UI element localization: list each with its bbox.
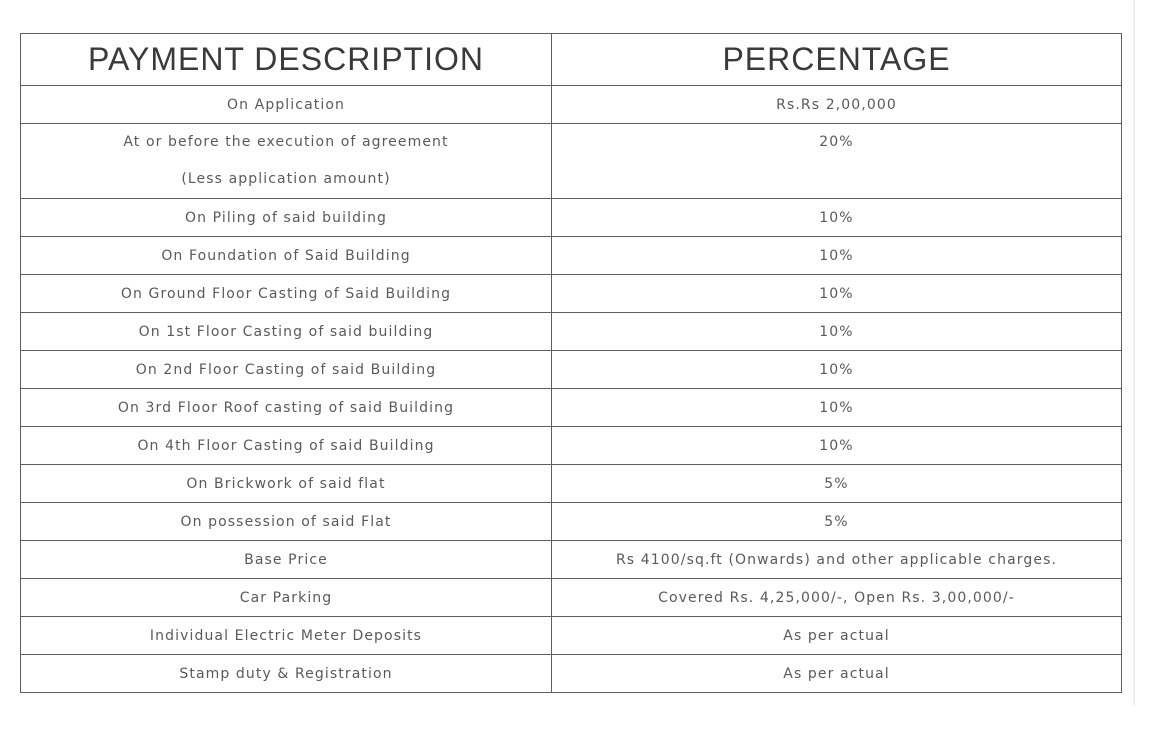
table-row bbox=[21, 124, 1122, 199]
table-row bbox=[21, 465, 1122, 503]
row-percentage: 5% bbox=[552, 503, 1122, 541]
table-header-row bbox=[21, 34, 1122, 86]
row-percentage: Rs.Rs 2,00,000 bbox=[552, 86, 1122, 124]
payment-table bbox=[20, 33, 1122, 693]
header-payment-description: PAYMENT DESCRIPTION bbox=[21, 34, 552, 86]
table-row bbox=[21, 351, 1122, 389]
row-description: On 3rd Floor Roof casting of said Building bbox=[21, 389, 552, 427]
table-row bbox=[21, 579, 1122, 617]
row-description: On 2nd Floor Casting of said Building bbox=[21, 351, 552, 389]
table-row bbox=[21, 389, 1122, 427]
page-divider bbox=[1133, 0, 1135, 705]
row-description: Car Parking bbox=[21, 579, 552, 617]
row-description: On 4th Floor Casting of said Building bbox=[21, 427, 552, 465]
table-row bbox=[21, 275, 1122, 313]
table-row bbox=[21, 313, 1122, 351]
row-description-main: At or before the execution of agreement bbox=[123, 134, 449, 150]
row-percentage: 10% bbox=[552, 427, 1122, 465]
row-percentage: As per actual bbox=[552, 655, 1122, 693]
row-percentage: 10% bbox=[552, 275, 1122, 313]
row-description: On Ground Floor Casting of Said Building bbox=[21, 275, 552, 313]
row-description: On Brickwork of said flat bbox=[21, 465, 552, 503]
row-percentage: 10% bbox=[552, 389, 1122, 427]
payment-schedule bbox=[20, 33, 1121, 693]
row-description: On Piling of said building bbox=[21, 199, 552, 237]
row-description: On Application bbox=[21, 86, 552, 124]
table-row bbox=[21, 503, 1122, 541]
table-row bbox=[21, 427, 1122, 465]
row-percentage: 10% bbox=[552, 313, 1122, 351]
row-percentage bbox=[552, 124, 1122, 199]
row-description: On 1st Floor Casting of said building bbox=[21, 313, 552, 351]
row-percentage: As per actual bbox=[552, 617, 1122, 655]
row-description bbox=[21, 124, 552, 199]
row-description: Base Price bbox=[21, 541, 552, 579]
row-description: On possession of said Flat bbox=[21, 503, 552, 541]
table-row bbox=[21, 655, 1122, 693]
header-percentage: PERCENTAGE bbox=[552, 34, 1122, 86]
table-row bbox=[21, 86, 1122, 124]
row-percentage: 10% bbox=[552, 199, 1122, 237]
table-row bbox=[21, 617, 1122, 655]
row-description-note: (Less application amount) bbox=[181, 171, 391, 187]
row-percentage-value: 20% bbox=[819, 134, 854, 150]
row-percentage: 5% bbox=[552, 465, 1122, 503]
row-percentage: Rs 4100/sq.ft (Onwards) and other applicable charges. bbox=[552, 541, 1122, 579]
table-row bbox=[21, 237, 1122, 275]
row-description: Stamp duty & Registration bbox=[21, 655, 552, 693]
row-percentage: Covered Rs. 4,25,000/-, Open Rs. 3,00,000/- bbox=[552, 579, 1122, 617]
table-row bbox=[21, 541, 1122, 579]
row-percentage: 10% bbox=[552, 351, 1122, 389]
table-row bbox=[21, 199, 1122, 237]
row-description: On Foundation of Said Building bbox=[21, 237, 552, 275]
row-description: Individual Electric Meter Deposits bbox=[21, 617, 552, 655]
row-percentage: 10% bbox=[552, 237, 1122, 275]
